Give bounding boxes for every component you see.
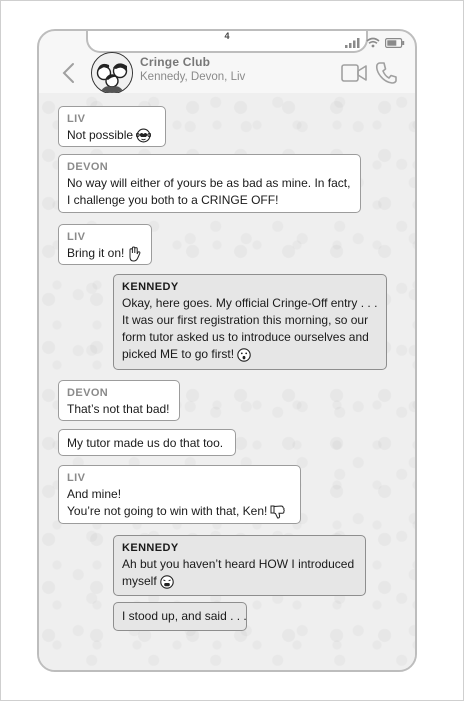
message-text: I stood up, and said . . . <box>122 609 247 623</box>
message-bubble[interactable] <box>113 535 366 596</box>
chat-members: Kennedy, Devon, Liv <box>140 71 246 83</box>
message-bubble[interactable] <box>113 602 247 631</box>
message-text: That’s not that bad! <box>67 402 170 416</box>
message-bubble[interactable] <box>58 154 361 213</box>
message-text: No way will either of yours be as bad as mine. In fact, <box>67 176 351 190</box>
message-sender: LIV <box>67 231 86 243</box>
message-text: I challenge you both to a CRINGE OFF! <box>67 193 279 207</box>
group-avatar-illustration <box>92 53 132 93</box>
message-bubble[interactable] <box>58 429 236 456</box>
message-text: Ah but you haven’t heard HOW I introduced <box>122 557 355 571</box>
chat-message-list[interactable] <box>39 93 415 670</box>
wifi-icon <box>366 37 380 48</box>
message-text: My tutor made us do that too. <box>67 436 224 450</box>
signal-bars-icon <box>345 38 361 48</box>
page-number: 4 <box>224 31 230 41</box>
raised-hand-icon <box>127 246 141 262</box>
message-text: You’re not going to win with that, Ken! <box>67 503 292 520</box>
phone-icon[interactable] <box>375 61 397 85</box>
message-text: Okay, here goes. My official Cringe-Off entry . . . <box>122 296 378 310</box>
message-bubble[interactable] <box>58 224 152 265</box>
anguished-face-icon <box>160 575 174 589</box>
video-camera-icon[interactable] <box>341 63 367 83</box>
chat-header <box>39 49 415 97</box>
message-bubble[interactable] <box>58 106 166 147</box>
surprised-face-icon <box>237 348 251 362</box>
message-bubble[interactable] <box>58 465 301 524</box>
thumbs-down-icon <box>270 505 285 519</box>
chat-title: Cringe Club <box>140 55 211 69</box>
message-text: Not possible <box>67 127 157 144</box>
message-text: myself <box>122 573 357 590</box>
phone-frame <box>37 29 417 672</box>
chat-header-text[interactable] <box>140 55 245 83</box>
message-sender: KENNEDY <box>122 281 179 293</box>
message-sender: LIV <box>67 472 86 484</box>
message-sender: KENNEDY <box>122 542 179 554</box>
message-text: picked ME to go first! <box>122 346 378 363</box>
status-bar <box>345 37 405 48</box>
message-sender: LIV <box>67 113 86 125</box>
message-bubble[interactable] <box>113 274 387 370</box>
message-text: form tutor asked us to introduce ourselves and <box>122 330 369 344</box>
chevron-left-icon[interactable] <box>59 61 79 85</box>
message-text: It was our first registration this morning, so our <box>122 313 369 327</box>
message-sender: DEVON <box>67 161 109 173</box>
message-sender: DEVON <box>67 387 109 399</box>
message-text: Bring it on! <box>67 245 143 262</box>
message-text: And mine! <box>67 487 122 501</box>
see-no-evil-monkey-icon <box>136 128 151 143</box>
message-bubble[interactable] <box>58 380 180 421</box>
battery-icon <box>385 38 405 48</box>
group-avatar[interactable] <box>91 52 133 94</box>
